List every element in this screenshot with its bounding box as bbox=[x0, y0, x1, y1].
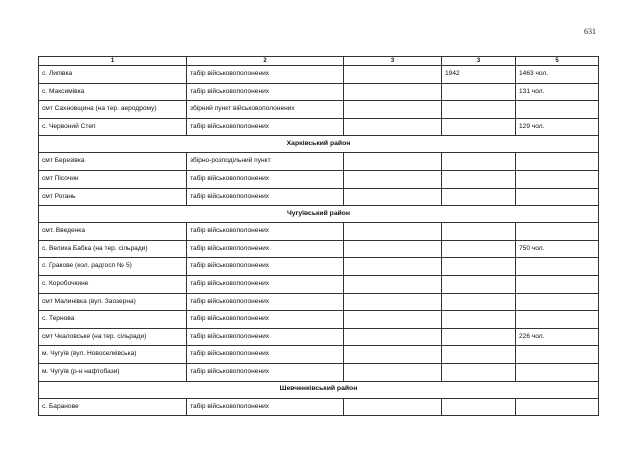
col3-cell bbox=[344, 258, 442, 276]
place-cell: с. Липівка bbox=[39, 66, 187, 84]
col3-cell bbox=[344, 346, 442, 364]
camp-type-cell: збірний пункт військовополонених bbox=[187, 101, 344, 119]
col3-cell bbox=[344, 118, 442, 136]
col3-cell bbox=[344, 223, 442, 241]
place-cell: смт Сахновщина (на тер. аеродрому) bbox=[39, 101, 187, 119]
section-row bbox=[39, 206, 599, 223]
count-cell: 226 чол. bbox=[516, 328, 599, 346]
year-cell: 1942 bbox=[442, 66, 516, 84]
table-row bbox=[39, 188, 599, 206]
table-header bbox=[39, 57, 599, 66]
place-cell: с. Максимівка bbox=[39, 83, 187, 101]
count-cell bbox=[516, 275, 599, 293]
col3-cell bbox=[344, 101, 442, 119]
col3-cell bbox=[344, 170, 442, 188]
year-cell bbox=[442, 398, 516, 416]
camp-type-cell: табір військовополонених bbox=[187, 118, 344, 136]
table-row bbox=[39, 346, 599, 364]
place-cell: с. Червоний Степ bbox=[39, 118, 187, 136]
count-cell bbox=[516, 346, 599, 364]
count-cell bbox=[516, 311, 599, 329]
place-cell: с. Баранове bbox=[39, 398, 187, 416]
camp-type-cell: табір військовополонених bbox=[187, 240, 344, 258]
count-cell bbox=[516, 188, 599, 206]
table-row bbox=[39, 293, 599, 311]
place-cell: м. Чугуїв (р-н нафтобази) bbox=[39, 363, 187, 381]
year-cell bbox=[442, 223, 516, 241]
col3-cell bbox=[344, 328, 442, 346]
camp-type-cell: табір військовополонених bbox=[187, 188, 344, 206]
place-cell: с. Коробочкине bbox=[39, 275, 187, 293]
page-number: 631 bbox=[584, 27, 596, 36]
camp-type-cell: табір військовополонених bbox=[187, 363, 344, 381]
place-cell: с. Велика Бабка (на тер. сільради) bbox=[39, 240, 187, 258]
year-cell bbox=[442, 311, 516, 329]
section-title: Харківський район bbox=[39, 136, 599, 153]
header-col-4: 3 bbox=[442, 57, 516, 66]
count-cell bbox=[516, 293, 599, 311]
col3-cell bbox=[344, 311, 442, 329]
year-cell bbox=[442, 83, 516, 101]
table-row bbox=[39, 328, 599, 346]
table-row bbox=[39, 153, 599, 171]
col3-cell bbox=[344, 275, 442, 293]
header-col-2: 2 bbox=[187, 57, 344, 66]
place-cell: с. Гракове (кол. радгосп № 5) bbox=[39, 258, 187, 276]
table-row bbox=[39, 258, 599, 276]
count-cell: 1463 чол. bbox=[516, 66, 599, 84]
table-row bbox=[39, 223, 599, 241]
camp-type-cell: табір військовополонених bbox=[187, 258, 344, 276]
place-cell: смт Пісочин bbox=[39, 170, 187, 188]
place-cell: смт Рогань bbox=[39, 188, 187, 206]
table-row bbox=[39, 118, 599, 136]
count-cell bbox=[516, 170, 599, 188]
table-row bbox=[39, 240, 599, 258]
place-cell: смт Чкаловське (на тер. сільради) bbox=[39, 328, 187, 346]
col3-cell bbox=[344, 153, 442, 171]
camp-type-cell: табір військовополонених bbox=[187, 83, 344, 101]
section-row bbox=[39, 381, 599, 398]
camp-type-cell: табір військовополонених bbox=[187, 223, 344, 241]
table-body bbox=[39, 66, 599, 416]
place-cell: с. Тернова bbox=[39, 311, 187, 329]
table-row bbox=[39, 66, 599, 84]
place-cell: м. Чугуїв (вул. Новоселківська) bbox=[39, 346, 187, 364]
section-title: Чугуївський район bbox=[39, 206, 599, 223]
year-cell bbox=[442, 170, 516, 188]
count-cell bbox=[516, 363, 599, 381]
section-row bbox=[39, 136, 599, 153]
place-cell: смт. Введенка bbox=[39, 223, 187, 241]
count-cell: 129 чол. bbox=[516, 118, 599, 136]
table-row bbox=[39, 83, 599, 101]
table-row bbox=[39, 275, 599, 293]
camp-type-cell: табір військовополонених bbox=[187, 311, 344, 329]
col3-cell bbox=[344, 240, 442, 258]
camp-type-cell: збірно-розподільний пункт bbox=[187, 153, 344, 171]
year-cell bbox=[442, 275, 516, 293]
camp-type-cell: табір військовополонених bbox=[187, 275, 344, 293]
camp-type-cell: табір військовополонених bbox=[187, 66, 344, 84]
year-cell bbox=[442, 258, 516, 276]
count-cell bbox=[516, 153, 599, 171]
col3-cell bbox=[344, 363, 442, 381]
year-cell bbox=[442, 240, 516, 258]
header-col-3: 3 bbox=[344, 57, 442, 66]
col3-cell bbox=[344, 293, 442, 311]
year-cell bbox=[442, 118, 516, 136]
place-cell: смт Малинівка (вул. Заозерна) bbox=[39, 293, 187, 311]
table-row bbox=[39, 363, 599, 381]
header-row bbox=[39, 57, 599, 66]
table-row bbox=[39, 398, 599, 416]
col3-cell bbox=[344, 188, 442, 206]
table-row bbox=[39, 311, 599, 329]
camp-type-cell: табір військовополонених bbox=[187, 328, 344, 346]
count-cell: 750 чол. bbox=[516, 240, 599, 258]
camp-type-cell: табір військовополонених bbox=[187, 346, 344, 364]
year-cell bbox=[442, 101, 516, 119]
camps-table bbox=[38, 56, 599, 416]
header-col-5: 5 bbox=[516, 57, 599, 66]
year-cell bbox=[442, 188, 516, 206]
count-cell bbox=[516, 223, 599, 241]
section-title: Шевченківський район bbox=[39, 381, 599, 398]
year-cell bbox=[442, 328, 516, 346]
camp-type-cell: табір військовополонених bbox=[187, 170, 344, 188]
camp-type-cell: табір військовополонених bbox=[187, 293, 344, 311]
col3-cell bbox=[344, 398, 442, 416]
year-cell bbox=[442, 346, 516, 364]
table-row bbox=[39, 101, 599, 119]
camp-type-cell: табір військовополонених bbox=[187, 398, 344, 416]
col3-cell bbox=[344, 66, 442, 84]
count-cell bbox=[516, 101, 599, 119]
table-row bbox=[39, 170, 599, 188]
count-cell bbox=[516, 258, 599, 276]
year-cell bbox=[442, 153, 516, 171]
col3-cell bbox=[344, 83, 442, 101]
count-cell bbox=[516, 398, 599, 416]
place-cell: смт Березівка bbox=[39, 153, 187, 171]
year-cell bbox=[442, 293, 516, 311]
header-col-1: 1 bbox=[39, 57, 187, 66]
count-cell: 131 чол. bbox=[516, 83, 599, 101]
year-cell bbox=[442, 363, 516, 381]
